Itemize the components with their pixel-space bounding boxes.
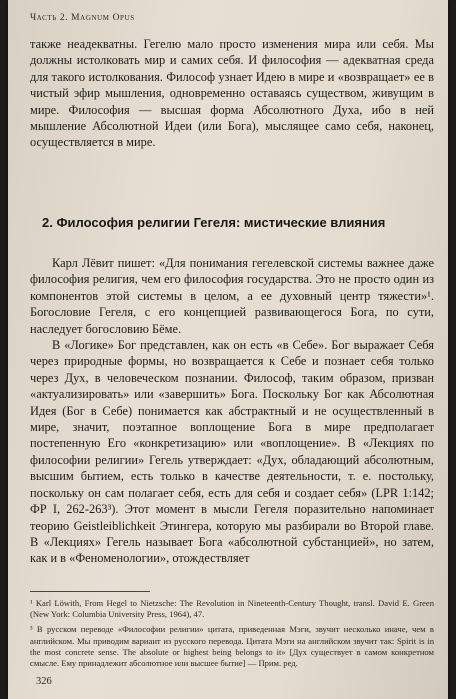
running-head: Часть 2. Magnum Opus bbox=[30, 13, 135, 23]
footnote-3: ³ В русском переводе «Философии религии» цитата, приведенная Мэги, звучит несколько иначе, чем в английском. Мы приводим вариант из русского перевода. Цитата Мэги на английском звучит так: Spirit is in the most concrete sense. The absolute or highest being belongs to it» [Дух существует в самом конкретном смысле. Ему принадлежит абсолютное или высшее бытие] — Прим. ред. bbox=[30, 624, 434, 669]
footnotes bbox=[30, 598, 434, 673]
section-heading: 2. Философия религии Гегеля: мистические влияния bbox=[42, 215, 386, 230]
intro-text bbox=[30, 36, 434, 151]
page-number: 326 bbox=[36, 676, 52, 687]
footnote-1: ¹ Karl Löwith, From Hegel to Nietzsche: The Revolution in Nineteenth-Century Thought, transl. David E. Green (New York: Columbia University Press, 1964), 47. bbox=[30, 598, 434, 620]
footnote-rule bbox=[30, 591, 150, 592]
paragraph-2: В «Логике» Бог представлен, как он есть «в Себе». Бог выражает Себя через природные формы, но возвращается к Себе и познает себя только через Дух, в человеческом познании. Философ, таким образом, призван «актуализировать» или «завершить» Бога. Поскольку Бог как Абсолютная Идея (Бог в Себе) понимается как абстрактный и не осуществленный в мире, значит, поэтапное воплощение Бога в мире предполагает постепенную Его «конкретизацию» или «воплощение». В «Лекциях по философии религии» Гегель утверждает: «Дух, обладающий абсолютным, высшим бытием, есть только в качестве деятельности, т. е. постольку, поскольку он сам полагает себя, есть для себя и создает себя» (LPR 1:142; ФР I, 262-263³). Этот момент в мысли Гегеля поразительно напоминает теорию Geistleiblichkeit Этингера, которую мы разбирали во Второй главе. В «Лекциях» Гегель называет Бога «абсолютной субстанцией», но затем, как и в «Феноменологии», отождествляет bbox=[30, 338, 434, 566]
paragraph-1: Карл Лёвит пишет: «Для понимания гегелевской системы важнее даже философия религия, чем его философия государства. Это не просто один из компонентов этой системы в целом, а ее духовный центр тяжести»¹. Богословие Гегеля, с его концепцией развивающегося Бога, по сути, наследует богословию Бёме. bbox=[30, 256, 434, 336]
book-page bbox=[8, 0, 448, 699]
body-text bbox=[30, 255, 434, 567]
intro-paragraph: также неадекватны. Гегелю мало просто изменения мира или себя. Мы должны истолковать мир и самих себя. И философия — адекватная среда для такого истолкования. Философ узнает Идею в мире и «возвращает» ее в чистый эфир мышления, одновременно оставаясь существом, живущим в мире. Философия — высшая форма Абсолютного Духа, ибо в ней мышление Абсолютной Идеи (или Бога), мыслящее само себя, наконец, осуществляется в мире. bbox=[30, 37, 434, 150]
